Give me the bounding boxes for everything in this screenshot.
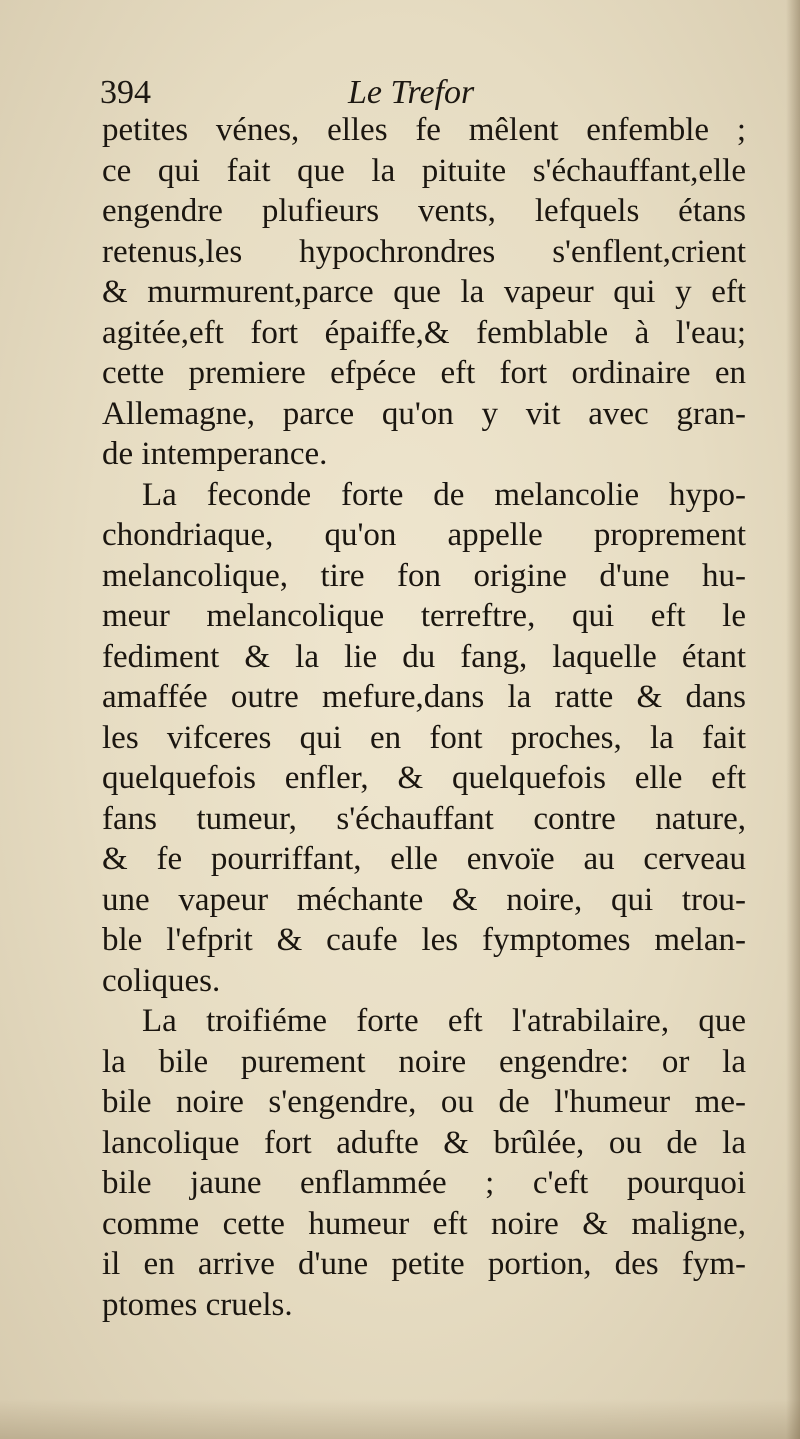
text-line: meur melancolique terreftre, qui eft le	[102, 598, 746, 634]
text-line: chondriaque, qu'on appelle proprement	[102, 517, 746, 553]
text-line: ce qui fait que la pituite s'échauffant,elle	[102, 152, 746, 189]
text-line: comme cette humeur eft noire & maligne,	[102, 1205, 746, 1242]
text-line: il en arrive d'une petite portion, des fym-	[102, 1246, 746, 1282]
text-line: amaffée outre mefure,dans la ratte & dans	[102, 679, 746, 715]
page-number: 394	[100, 74, 151, 111]
text-line: les vifceres qui en font proches, la fait	[102, 719, 746, 756]
text-line: ble l'efprit & caufe les fymptomes melan-	[102, 922, 746, 958]
text-line: bile noire s'engendre, ou de l'humeur me-	[102, 1084, 746, 1120]
text-line: engendre plufieurs vents, lefquels étans	[102, 193, 746, 229]
text-line: quelquefois enfler, & quelquefois elle eft	[102, 760, 746, 796]
running-title: Le Trefor	[348, 74, 475, 111]
text-line: ptomes cruels.	[102, 1286, 293, 1323]
text-line: La troifiéme forte eft l'atrabilaire, que	[142, 1003, 746, 1039]
text-line: la bile purement noire engendre: or la	[102, 1043, 746, 1080]
text-line: melancolique, tire fon origine d'une hu-	[102, 557, 746, 594]
text-line: agitée,eft fort épaiffe,& femblable à l'eau;	[102, 314, 746, 351]
text-line: une vapeur méchante & noire, qui trou-	[102, 881, 746, 918]
text-line: & fe pourriffant, elle envoïe au cerveau	[102, 841, 746, 877]
body-text	[102, 110, 746, 1325]
text-line: bile jaune enflammée ; c'eft pourquoi	[102, 1165, 746, 1201]
text-line: Allemagne, parce qu'on y vit avec gran-	[102, 395, 746, 432]
text-line: La feconde forte de melancolie hypo-	[142, 476, 746, 513]
text-line: & murmurent,parce que la vapeur qui y eft	[102, 274, 746, 310]
text-line: cette premiere efpéce eft fort ordinaire en	[102, 355, 746, 391]
page-edge-shadow	[786, 0, 800, 1439]
text-line: fans tumeur, s'échauffant contre nature,	[102, 800, 746, 837]
text-line: lancolique fort adufte & brûlée, ou de la	[102, 1124, 746, 1161]
text-line: fediment & la lie du fang, laquelle étant	[102, 638, 746, 675]
text-line: petites vénes, elles fe mêlent enfemble ;	[102, 112, 746, 148]
text-line: de intemperance.	[102, 436, 328, 472]
page-bottom-shadow	[0, 1399, 800, 1439]
text-line: retenus,les hypochrondres s'enflent,crient	[102, 233, 746, 270]
text-line: coliques.	[102, 962, 221, 999]
